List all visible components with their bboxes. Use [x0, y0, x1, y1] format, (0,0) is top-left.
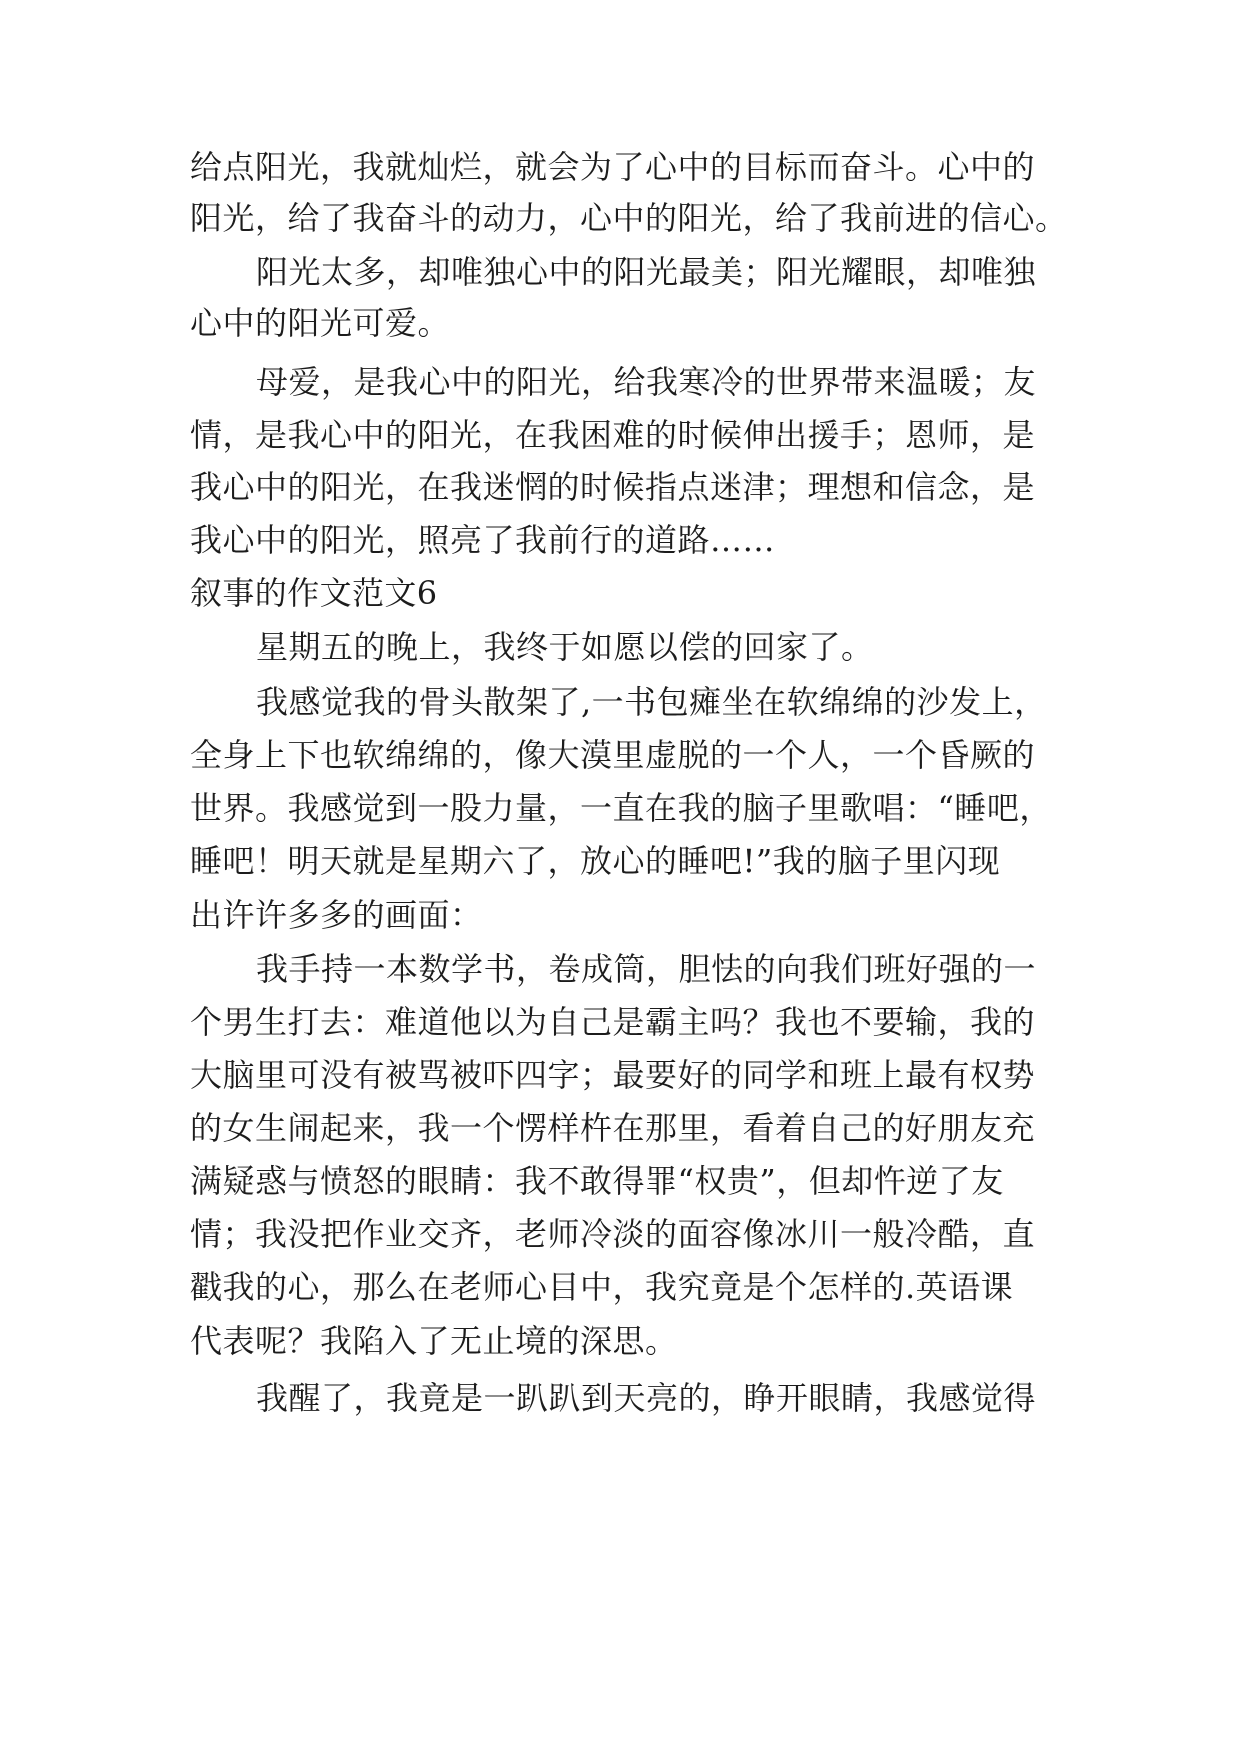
paragraph-5-line-3: 世界。我感觉到一股力量，一直在我的脑子里歌唱：“睡吧，	[190, 789, 1052, 827]
paragraph-3-line-1: 母爱，是我心中的阳光，给我寒冷的世界带来温暖；友	[256, 363, 1037, 401]
paragraph-6-line-7: 戳我的心，那么在老师心目中，我究竟是个怎样的.英语课	[190, 1268, 1014, 1306]
paragraph-4-line-1: 星期五的晚上，我终于如愿以偿的回家了。	[256, 628, 874, 666]
section-heading: 叙事的作文范文6	[190, 574, 438, 612]
paragraph-2-line-2: 心中的阳光可爱。	[190, 304, 451, 342]
paragraph-1-line-2: 阳光，给了我奋斗的动力，心中的阳光，给了我前进的信心。	[190, 199, 1068, 237]
paragraph-5-line-1: 我感觉我的骨头散架了,一书包瘫坐在软绵绵的沙发上，	[256, 683, 1047, 721]
paragraph-6-line-2: 个男生打去：难道他以为自己是霸主吗？我也不要输，我的	[190, 1003, 1036, 1041]
paragraph-6-line-8: 代表呢？我陷入了无止境的深思。	[190, 1322, 678, 1360]
paragraph-3-line-4: 我心中的阳光，照亮了我前行的道路……	[190, 521, 776, 559]
paragraph-6-line-3: 大脑里可没有被骂被吓四字；最要好的同学和班上最有权势	[190, 1056, 1036, 1094]
paragraph-5-line-2: 全身上下也软绵绵的，像大漠里虚脱的一个人，一个昏厥的	[190, 736, 1036, 774]
paragraph-5-line-5: 出许许多多的画面：	[190, 896, 483, 934]
paragraph-6-line-1: 我手持一本数学书，卷成筒，胆怯的向我们班好强的一	[256, 950, 1037, 988]
paragraph-3-line-3: 我心中的阳光，在我迷惘的时候指点迷津；理想和信念，是	[190, 468, 1036, 506]
paragraph-6-line-4: 的女生闹起来，我一个愣样杵在那里，看着自己的好朋友充	[190, 1109, 1036, 1147]
paragraph-6-line-5: 满疑惑与愤怒的眼睛：我不敢得罪“权贵”，但却忤逆了友	[190, 1162, 1004, 1200]
paragraph-5-line-4: 睡吧！明天就是星期六了，放心的睡吧!”我的脑子里闪现	[190, 842, 1001, 880]
paragraph-6-line-6: 情；我没把作业交齐，老师冷淡的面容像冰川一般冷酷，直	[190, 1215, 1036, 1253]
paragraph-2-line-1: 阳光太多，却唯独心中的阳光最美；阳光耀眼，却唯独	[256, 253, 1037, 291]
paragraph-7-line-1: 我醒了，我竟是一趴趴到天亮的，睁开眼睛，我感觉得	[256, 1379, 1037, 1417]
paragraph-1-line-1: 给点阳光，我就灿烂，就会为了心中的目标而奋斗。心中的	[190, 148, 1036, 186]
paragraph-3-line-2: 情，是我心中的阳光，在我困难的时候伸出援手；恩师，是	[190, 416, 1036, 454]
